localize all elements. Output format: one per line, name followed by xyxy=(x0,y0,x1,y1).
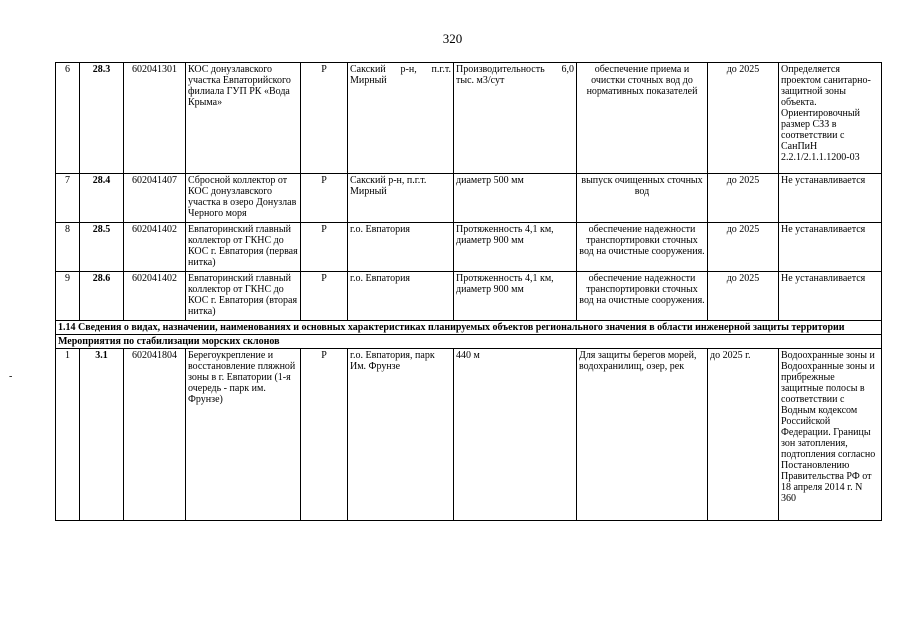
page-number: 320 xyxy=(442,31,463,46)
object-name: Сбросной коллектор от КОС донузлавского участка в озеро Донузлав Черного моря xyxy=(186,174,301,223)
object-name: Евпаторинский главный коллектор от ГКНС до КОС г. Евпатория (вторая нитка) xyxy=(186,272,301,321)
object-deadline: до 2025 xyxy=(708,223,779,272)
object-purpose: обеспечение надежности транспортировки сточных вод на очистные сооружения. xyxy=(577,272,708,321)
object-code: 28.3 xyxy=(80,63,124,174)
object-code: 28.5 xyxy=(80,223,124,272)
object-type: Р xyxy=(301,174,348,223)
object-code: 3.1 xyxy=(80,349,124,521)
object-location: Сакский р-н, п.г.т. Мирный xyxy=(348,174,454,223)
object-deadline: до 2025 г. xyxy=(708,349,779,521)
object-characteristics: Протяженность 4,1 км, диаметр 900 мм xyxy=(454,223,577,272)
row-number: 7 xyxy=(56,174,80,223)
row-number: 8 xyxy=(56,223,80,272)
object-purpose: обеспечение надежности транспортировки сточных вод на очистные сооружения. xyxy=(577,223,708,272)
row-number: 1 xyxy=(56,349,80,521)
object-zone: Не устанавливается xyxy=(779,174,882,223)
object-characteristics: диаметр 500 мм xyxy=(454,174,577,223)
object-characteristics: Протяженность 4,1 км, диаметр 900 мм xyxy=(454,272,577,321)
table-row xyxy=(56,272,882,321)
table-row xyxy=(56,223,882,272)
object-deadline: до 2025 xyxy=(708,174,779,223)
object-location: г.о. Евпатория xyxy=(348,272,454,321)
object-purpose: выпуск очищенных сточных вод xyxy=(577,174,708,223)
table-row xyxy=(56,349,882,521)
object-type: Р xyxy=(301,272,348,321)
object-name: Евпаторинский главный коллектор от ГКНС до КОС г. Евпатория (первая нитка) xyxy=(186,223,301,272)
object-characteristics: Производительность 6,0 тыс. м3/сут xyxy=(454,63,577,174)
section-row xyxy=(56,321,882,335)
object-zone: Не устанавливается xyxy=(779,223,882,272)
object-id: 602041402 xyxy=(124,272,186,321)
object-location: г.о. Евпатория xyxy=(348,223,454,272)
object-id: 602041804 xyxy=(124,349,186,521)
object-deadline: до 2025 xyxy=(708,272,779,321)
object-location: Сакский р-н, п.г.т. Мирный xyxy=(348,63,454,174)
object-code: 28.4 xyxy=(80,174,124,223)
object-name: Берегоукрепление и восстановление пляжной зоны в г. Евпатории (1-я очередь - парк им. Фрунзе) xyxy=(186,349,301,521)
table-row xyxy=(56,63,882,174)
object-id: 602041301 xyxy=(124,63,186,174)
object-deadline: до 2025 xyxy=(708,63,779,174)
object-purpose: Для защиты берегов морей, водохранилищ, озер, рек xyxy=(577,349,708,521)
section-title: 1.14 Сведения о видах, назначении, наименованиях и основных характеристиках планируемых объектов регионального значения в области инженерной защиты территории xyxy=(56,321,882,335)
row-number: 6 xyxy=(56,63,80,174)
object-type: Р xyxy=(301,63,348,174)
table-row xyxy=(56,174,882,223)
subsection-row xyxy=(56,335,882,349)
object-zone: Не устанавливается xyxy=(779,272,882,321)
object-type: Р xyxy=(301,349,348,521)
object-id: 602041407 xyxy=(124,174,186,223)
object-characteristics: 440 м xyxy=(454,349,577,521)
subsection-title: Мероприятия по стабилизации морских склонов xyxy=(56,335,882,349)
object-id: 602041402 xyxy=(124,223,186,272)
objects-table xyxy=(55,62,882,521)
object-zone: Водоохранные зоны и Водоохранные зоны и прибрежные защитные полосы в соответствии с Водным кодексом Российской Федерации. Границы зон затопления, подтопления согласно Постановлению Правительства РФ от 18 апреля 2014 г. N 360 xyxy=(779,349,882,521)
object-type: Р xyxy=(301,223,348,272)
object-zone: Определяется проектом санитарно-защитной зоны объекта. Ориентировочный размер СЗЗ в соответствии с СанПиН 2.2.1/2.1.1.1200-03 xyxy=(779,63,882,174)
object-code: 28.6 xyxy=(80,272,124,321)
object-name: КОС донузлавского участка Евпаторийского филиала ГУП РК «Вода Крыма» xyxy=(186,63,301,174)
row-number: 9 xyxy=(56,272,80,321)
margin-mark: - xyxy=(9,371,13,382)
object-purpose: обеспечение приема и очистки сточных вод до нормативных показателей xyxy=(577,63,708,174)
object-location: г.о. Евпатория, парк Им. Фрунзе xyxy=(348,349,454,521)
